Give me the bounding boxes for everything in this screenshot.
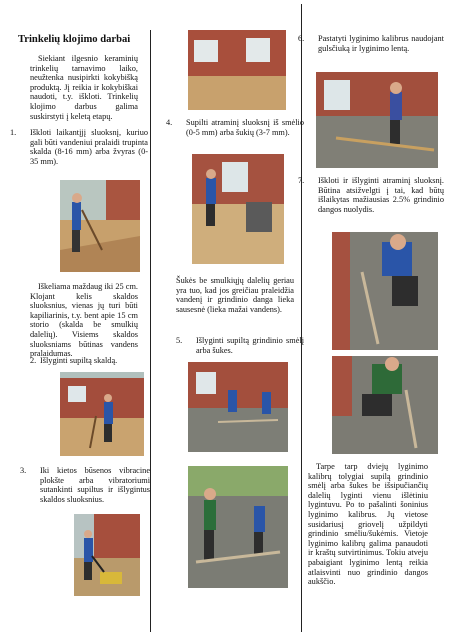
step-5-text: Išlyginti supiltą grindinio smėlį arba šukes. — [196, 336, 304, 355]
step-3-text: Iki kietos būsenos vibracine plokšte arba vibratoriumi sutankinti supiltus ir išlygintus skaldos sluoksnius. — [40, 466, 150, 504]
step-4 — [166, 118, 304, 137]
step-1-text: Iškloti laikantįjį sluoksnį, kuriuo gali būti vandeniui pralaidi trupinta skalda (8-16 mm) arba žvyras (0-35 mm). — [30, 128, 148, 166]
step-3-number: 3. — [20, 466, 27, 475]
step-6 — [298, 34, 444, 53]
page-title: Trinkelių klojimo darbai — [18, 34, 131, 45]
step-1 — [10, 128, 148, 166]
step-6-text: Pastatyti lyginimo kalibrus naudojant gulsčiuką ir lyginimo lentą. — [318, 34, 444, 53]
step-7 — [298, 176, 444, 214]
step-7-text: Iškloti ir išlyginti atraminį sluoksnį. Būtina atsižvelgti į tai, kad būtų išlaikytas mažiausias 2.5% grindinio dangos nuolydis. — [318, 176, 444, 214]
column-divider-left — [150, 30, 151, 632]
photo-worker-finishing-surface — [332, 356, 438, 454]
photo-worker-setting-level-rails — [316, 72, 438, 168]
paragraph-shards: Šukės be smulkiųjų dalelių geriau yra tuo, kad jos greičiau praleidžia vandenį ir grindinio danga lieka sausesnė (lieka mažai vandens). — [176, 276, 294, 314]
step-2 — [30, 356, 140, 366]
photo-two-workers-with-board — [188, 466, 288, 588]
paragraph-screeding: Tarpe tarp dviejų lyginimo kalibrų tolygiai supilą grindinio smėlį arba šukes be išsipučiančių dalelių lyginti vienu išlėtiniu lygintuvu. Po to pašalinti šoninius lyginimo kalibrus. Jų vietose susidariusį griovelį užpildyti grindinio smėliu/šukėmis. Vietoje lyginimo kalibrų galima panaudoti ir kraštų sutvirtinimus. Tokiu atveju pabaigiant lyginimo lentą reikia atlaisvinti nuo grindinio dangos aukščio. — [308, 462, 428, 587]
step-5 — [176, 336, 304, 355]
photo-workers-leveling-sand — [188, 362, 288, 452]
step-7-number: 7. — [298, 176, 305, 185]
step-1-number: 1. — [10, 128, 17, 137]
intro-paragraph: Siekiant ilgesnio keraminių trinkelių tarnavimo laiko, neužtenka nusipirkti kokybišką produktą. Jį reikia ir kokybiškai naudoti, t.y. iškloti. Trinkelių klojimo darbus galima suskirstyti į keletą etapų. — [30, 54, 138, 121]
photo-worker-with-vibratory-plate — [74, 514, 140, 596]
step-3 — [20, 466, 150, 504]
photo-house-base-prepared — [188, 30, 286, 110]
step-2-text: Išlyginti supiltą skaldą. — [40, 356, 118, 365]
photo-worker-screeding-sand — [332, 232, 438, 350]
column-3 — [298, 0, 452, 640]
column-2 — [152, 0, 304, 640]
step-6-number: 6. — [298, 34, 305, 43]
step-4-number: 4. — [166, 118, 173, 127]
column-1 — [0, 0, 150, 640]
photo-worker-spreading-sand — [192, 154, 284, 264]
photo-worker-leveling-gravel — [60, 372, 144, 456]
photo-worker-raking-gravel — [60, 180, 140, 272]
paragraph-layers: Iškeliama maždaug iki 25 cm. Klojant kelis skaldos sluoksnius, vienas jų turi būti kapiliarinis, t.y. bent apie 15 cm storio (skalda be smulkių dalelių). Visiems skaldos sluoksniams būtinas vandens pralaidumas. — [30, 282, 138, 359]
step-4-text: Supilti atraminį sluoksnį iš smėlio (0-5 mm) arba šukių (3-7 mm). — [186, 118, 304, 137]
step-2-number: 2. — [30, 356, 37, 365]
step-5-number: 5. — [176, 336, 183, 345]
